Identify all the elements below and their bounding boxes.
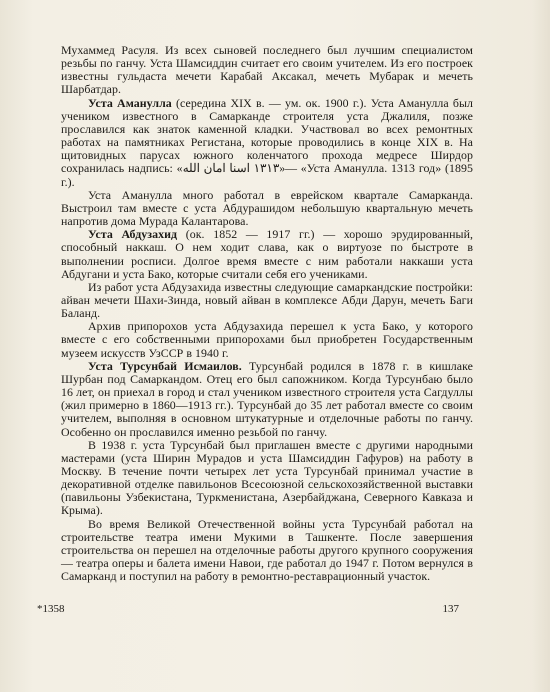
- page-number: 137: [442, 603, 459, 615]
- paragraph-2: [61, 97, 473, 189]
- page-footer: [37, 603, 459, 617]
- paragraph-1-text: Мухаммед Расуля. Из всех сыновей последнего был лучшим специалистом резьбы по ганчу. Уста Шамсиддин считает его своим учителем. Из его построек известны гульдаста мечети Карабай Аксакал, мечеть Мубарак и мечеть Шарбатдар.: [61, 43, 473, 97]
- paragraph-8: [61, 439, 473, 518]
- paragraph-2-text: (середина XIX в. — ум. ок. 1900 г.). Уста Аманулла был учеником известного в Самарканде строителя уста Джалиля, позже прославился как знаток каменной кладки. Участвовал во всех ремонтных работах на памятниках Регистана, которые проводились в конце XIX в. На щитовидных парусах южного коленчатого прохода медресе Ширдор сохранилась надпись: «١٣١٣ اسنا امان الله»— «Уста Аманулла. 1313 год» (1895 г.).: [61, 95, 473, 189]
- paragraph-9: [61, 518, 473, 584]
- paragraph-5-text: Из работ уста Абдузахида известны следующие самаркандские постройки: айван мечети Шахи-Зинда, новый айван в комплексе Абди Дарун, мечеть Баги Баланд.: [61, 279, 473, 321]
- printer-signature-mark: *1358: [37, 603, 65, 615]
- paragraph-5: [61, 281, 473, 320]
- master-name-abduzakhid: Уста Абдузахид: [88, 227, 178, 242]
- paragraph-4-text: (ок. 1852 — 1917 гг.) — хорошо эрудированный, способный наккаш. О нем ходит слава, как о виртуозе по быстроте в выполнении росписи. Долгое время вместе с ним работали наккаши уста Абдугани и уста Бако, которые считали себя его учениками.: [61, 227, 474, 281]
- paragraph-3-text: Уста Аманулла много работал в еврейском квартале Самарканда. Выстроил там вместе с уста Абдурашидом небольшую квартальную мечеть напротив дома Мурада Калантарова.: [61, 187, 473, 229]
- paragraph-3: [61, 189, 473, 228]
- master-name-amanulla: Уста Аманулла: [88, 95, 172, 110]
- paragraph-8-text: В 1938 г. уста Турсунбай был приглашен вместе с другими народными мастерами (уста Ширин Мурадов и уста Шамсиддин Гафуров) на работу в Москву. В течение почти четырех лет уста Турсунбай принимал участие в декоративной отделке павильонов Всесоюзной сельскохозяйственной выставки (павильоны Узбекистана, Туркменистана, Азербайджана, Северного Кавказа и Крыма).: [61, 437, 473, 518]
- body-text: [61, 44, 473, 583]
- paragraph-9-text: Во время Великой Отечественной войны уста Турсунбай работал на строительстве театра имени Мукими в Ташкенте. После завершения строительства он перешел на отделочные работы другого крупного сооружения — театра оперы и балета имени Навои, где работал до 1947 г. Потом вернулся в Самарканд и поступил на работу в ремонтно-реставрационный участок.: [61, 516, 473, 584]
- paragraph-6-text: Архив припорохов уста Абдузахида перешел к уста Бако, у которого вместе с его собственными припорохами был приобретен Государственным музеем искусств УзССР в 1940 г.: [61, 319, 473, 360]
- paragraph-4: [61, 228, 473, 281]
- page-edge-shadow: [532, 0, 550, 692]
- paragraph-1: [61, 44, 473, 97]
- master-name-tursunbai: Уста Турсунбай Исмаилов.: [88, 358, 242, 373]
- paragraph-7-text: Турсунбай родился в 1878 г. в кишлаке Шурбан под Самаркандом. Отец его был сапожником. Когда Турсунбаю было 16 лет, он приехал в город и стал учеником известного строителя уста Сагдуллы (жил примерно в 1860—1913 гг.). Турсунбай до 35 лет работал вместе со своим учителем, выполняя в основном штукатурные и отделочные работы по ганчу. Особенно он прославился именно резьбой по ганчу.: [61, 358, 473, 439]
- paragraph-7: [61, 360, 473, 439]
- paragraph-6: [61, 320, 473, 359]
